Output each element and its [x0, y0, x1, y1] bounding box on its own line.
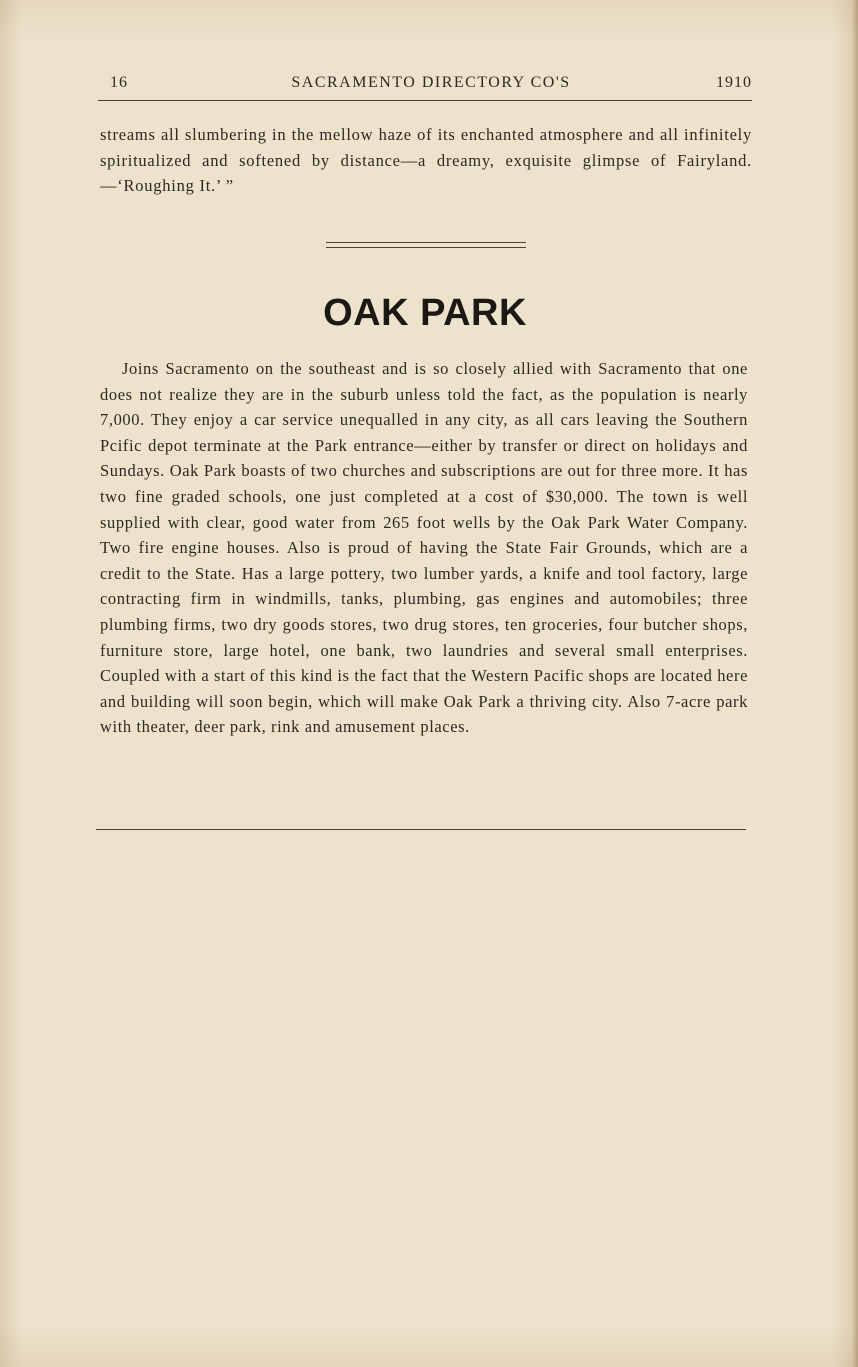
page-edge-shadow — [852, 0, 858, 1367]
running-head — [110, 74, 752, 96]
continuation-paragraph: streams all slumbering in the mellow haze of its enchanted atmosphere and all infinitely spiritualized and softened by distance—a dreamy, exquisite glimpse of Fairyland.—‘Roughing It.’ ” — [100, 125, 752, 195]
running-head-year: 1910 — [716, 74, 752, 91]
section-divider — [326, 242, 526, 248]
page-number: 16 — [110, 74, 128, 91]
footer-rule — [96, 829, 746, 830]
header-rule — [98, 100, 752, 101]
running-head-title: SACRAMENTO DIRECTORY CO'S — [291, 74, 571, 91]
section-body: Joins Sacramento on the southeast and is so closely allied with Sacramento that one does not realize they are in the suburb unless told the fact, as the population is nearly 7,000. They enjoy a car service unequalled in any city, as all cars leaving the Southern Pcific depot terminate at the Park entrance—either by transfer or direct on holidays and Sundays. Oak Park boasts of two churches and subscriptions are out for three more. It has two fine graded schools, one just completed at a cost of $30,000. The town is well supplied with clear, good water from 265 foot wells by the Oak Park Water Company. Two fire engine houses. Also is proud of having the State Fair Grounds, which are a credit to the State. Has a large pottery, two lumber yards, a knife and tool factory, large contracting firm in windmills, tanks, plumbing, gas engines and automobiles; three plumbing firms, two dry goods stores, two drug stores, ten groceries, four butcher shops, furniture store, large hotel, one bank, two laundries and several small enterprises. Coupled with a start of this kind is the fact that the Western Pacific shops are located here and building will soon begin, which will make Oak Park a thriving city. Also 7-acre park with theater, deer park, rink and amusement places. — [100, 359, 748, 737]
section-title: OAK PARK — [323, 292, 527, 334]
